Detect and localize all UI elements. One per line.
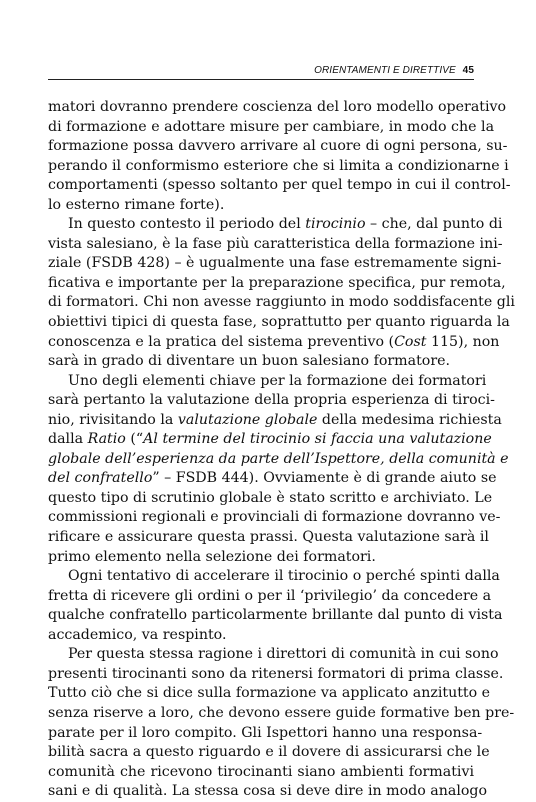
text-line: [48, 450, 509, 470]
text-run: (“: [125, 431, 144, 448]
italic-run: valutazione globale: [177, 411, 318, 428]
text-run: sarà in grado di diventare un buon salesiano formatore.: [48, 353, 451, 370]
text-run: commissioni regionali e provinciali di formazione dovranno ve-: [48, 509, 501, 526]
text-run: obiettivi tipici di questa fase, soprattutto per quanto riguarda la: [48, 314, 510, 331]
text-line: [48, 665, 504, 685]
text-run: di formatori. Chi non avesse raggiunto in modo soddisfacente gli: [48, 294, 515, 311]
text-run: comunità che ricevono tirocinanti siano ambienti formativi: [48, 763, 474, 780]
text-run: perando il conformismo esteriore che si limita a condizionarne i: [48, 157, 509, 174]
text-line: [48, 411, 502, 431]
text-run: In questo contesto il periodo del: [68, 216, 306, 233]
text-run: presenti tirocinanti sono da ritenersi formatori di prima classe.: [48, 665, 504, 682]
text-line: [48, 528, 489, 548]
text-run: senza riserve a loro, che devono essere guide formative ben pre-: [48, 704, 515, 721]
text-line: [48, 293, 515, 313]
text-line: [48, 704, 515, 724]
italic-run: Cost: [394, 333, 427, 350]
text-run: ziale (FSDB 428) – è ugualmente una fase estremamente signi-: [48, 255, 502, 272]
text-line: [48, 782, 488, 802]
italic-run: Al termine del tirocinio si faccia una valutazione: [143, 431, 492, 448]
text-line: [48, 137, 508, 157]
text-run: qualche confratello particolarmente brillante dal punto di vista: [48, 607, 503, 624]
text-line: [48, 645, 499, 665]
text-run: sarà pertanto la valutazione della propria esperienza di tiroci-: [48, 392, 495, 409]
section-title: ORIENTAMENTI E DIRETTIVE: [314, 65, 456, 76]
text-line: [48, 98, 507, 118]
text-run: formazione possa davvero arrivare al cuore di ogni persona, su-: [48, 138, 508, 155]
running-header: [48, 64, 474, 78]
text-run: della medesima richiesta: [317, 411, 502, 428]
text-run: lo esterno rimane forte).: [48, 196, 225, 213]
text-line: [48, 352, 474, 372]
text-run: accademico, va respinto.: [48, 626, 227, 643]
text-line: [48, 157, 509, 177]
text-run: rificare e assicurare questa prassi. Questa valutazione sarà il: [48, 529, 489, 546]
text-run: nio, rivisitando la: [48, 411, 178, 428]
text-run: ficativa e importante per la preparazione specifica, pur remota,: [48, 274, 506, 291]
text-run: conoscenza e la pratica del sistema preventivo (: [48, 333, 395, 350]
text-line: [48, 724, 483, 744]
text-run: 115), non: [426, 333, 500, 350]
text-line: [48, 333, 500, 353]
page-number: 45: [462, 65, 474, 76]
text-run: questo tipo di scrutinio globale è stato scritto e archiviato. Le: [48, 489, 493, 506]
text-line: [48, 743, 490, 763]
italic-run: del confratello: [48, 470, 153, 487]
text-line: [48, 684, 491, 704]
text-line: [48, 254, 502, 274]
text-line: [48, 274, 506, 294]
italic-run: tirocinio: [305, 216, 366, 233]
text-line: [48, 606, 503, 626]
text-run: Ogni tentativo di accelerare il tirocinio o perché spinti dalla: [68, 568, 500, 585]
text-line: [48, 196, 474, 216]
text-run: primo elemento nella selezione dei formatori.: [48, 548, 376, 565]
text-run: sani e di qualità. La stessa cosa si deve dire in modo analogo: [48, 783, 488, 800]
text-run: bilità sacra a questo riguardo e il dovere di assicurarsi che le: [48, 744, 490, 761]
body-text: [48, 98, 515, 802]
text-run: dalla: [48, 431, 88, 448]
text-line: [48, 763, 474, 783]
text-run: vista salesiano, è la fase più caratteristica della formazione ini-: [48, 235, 503, 252]
text-line: [48, 391, 495, 411]
text-line: [48, 567, 500, 587]
header-rule: [48, 79, 474, 80]
text-run: di formazione e adottare misure per cambiare, in modo che la: [48, 118, 495, 135]
text-line: [48, 430, 492, 450]
text-line: [48, 489, 493, 509]
text-line: [48, 548, 474, 568]
text-run: Tutto ciò che si dice sulla formazione va applicato anzitutto e: [48, 685, 491, 702]
text-line: [48, 469, 497, 489]
text-line: [48, 235, 503, 255]
text-run: ” – FSDB 444). Ovviamente è di grande aiuto se: [152, 470, 497, 487]
text-run: comportamenti (spesso soltanto per quel tempo in cui il control-: [48, 177, 511, 194]
italic-run: globale dell’esperienza da parte dell’Ispettore, della comunità e: [48, 450, 509, 467]
italic-run: Ratio: [87, 431, 126, 448]
text-line: [48, 626, 474, 646]
text-run: fretta di ricevere gli ordini o per il ‘privilegio’ da concedere a: [48, 587, 492, 604]
text-line: [48, 313, 510, 333]
text-line: [48, 215, 503, 235]
text-run: – che, dal punto di: [365, 216, 503, 233]
text-run: matori dovranno prendere coscienza del loro modello operativo: [48, 99, 507, 115]
text-run: Uno degli elementi chiave per la formazione dei formatori: [68, 372, 487, 389]
text-line: [48, 508, 501, 528]
text-line: [48, 118, 495, 138]
text-run: parate per il loro compito. Gli Ispettori hanno una responsa-: [48, 724, 483, 741]
text-line: [48, 372, 487, 392]
text-line: [48, 176, 511, 196]
text-run: Per questa stessa ragione i direttori di comunità in cui sono: [68, 646, 499, 663]
text-line: [48, 587, 492, 607]
